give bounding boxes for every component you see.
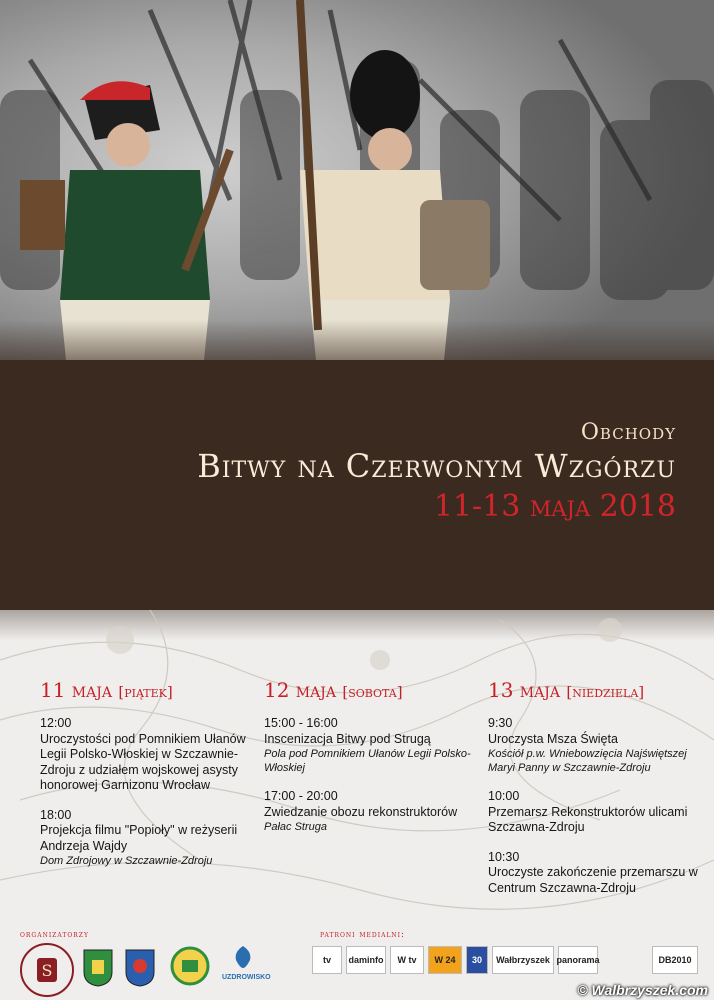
day-date: 12 maja — [264, 678, 336, 702]
municipality-logo — [170, 946, 210, 986]
event-item — [264, 789, 474, 834]
event-time: 17:00 - 20:00 — [264, 789, 338, 803]
event-item — [488, 716, 698, 775]
event-description: Inscenizacja Bitwy pod Strugą — [264, 731, 431, 746]
day-heading — [488, 678, 698, 702]
event-item — [264, 716, 474, 775]
event-description: Uroczysta Msza Święta — [488, 731, 618, 746]
day-weekday: [piątek] — [118, 683, 173, 701]
day-column-1 — [40, 678, 250, 868]
day-column-3 — [488, 678, 698, 896]
media-logo: W 24 — [428, 946, 462, 974]
event-description: Zwiedzanie obozu rekonstruktorów — [264, 804, 458, 819]
title-kicker: Obchody — [580, 420, 676, 445]
event-item — [488, 789, 698, 836]
event-time: 10:00 — [488, 789, 520, 803]
coat-of-arms-1-icon — [82, 948, 114, 988]
title-block — [197, 420, 676, 524]
event-description: Przemarsz Rekonstruktorów ulicami Szczawna-Zdroju — [488, 804, 688, 834]
event-time: 18:00 — [40, 807, 72, 822]
event-description: Uroczyste zakończenie przemarszu w Centrum Szczawna-Zdroju — [488, 865, 698, 895]
media-logo: DB2010 — [652, 946, 698, 974]
media-patrons-label: patroni medialni: — [320, 930, 406, 940]
media-logo: tv — [312, 946, 342, 974]
media-logo: Wałbrzyszek — [492, 946, 554, 974]
event-time: 15:00 - 16:00 — [264, 716, 338, 730]
media-logo: W tv — [390, 946, 424, 974]
coat-of-arms-2-icon — [124, 948, 156, 988]
day-weekday: [niedziela] — [566, 683, 645, 701]
uzdrowisko-logo — [232, 944, 254, 970]
event-item — [40, 716, 250, 794]
day-column-2 — [264, 678, 474, 834]
media-logo: panorama — [558, 946, 598, 974]
event-description: Projekcja filmu "Popioły" w reżyserii Andrzeja Wajdy — [40, 823, 238, 853]
event-item — [40, 808, 250, 869]
event-time: 9:30 — [488, 716, 513, 730]
event-time: 12:00 — [40, 716, 72, 730]
media-logo: 30 — [466, 946, 488, 974]
page-title: Bitwy na Czerwonym Wzgórzu — [197, 447, 676, 485]
event-place: Kościół p.w. Wniebowzięcia Najświętszej Maryi Panny w Szczawnie-Zdroju — [488, 748, 687, 774]
day-weekday: [sobota] — [342, 683, 403, 701]
event-dates: 11-13 maja 2018 — [433, 489, 676, 524]
event-place: Dom Zdrojowy w Szczawnie-Zdroju — [40, 855, 213, 867]
day-date: 13 maja — [488, 678, 560, 702]
event-item — [488, 850, 698, 897]
event-time: 10:30 — [488, 849, 520, 864]
event-place: Pałac Struga — [264, 821, 327, 833]
day-heading — [264, 678, 474, 702]
palac-struga-logo — [18, 942, 76, 998]
uzdrowisko-label: UZDROWISKO — [222, 974, 271, 981]
svg-text:S: S — [41, 961, 53, 980]
event-description: Uroczystości pod Pomnikiem Ułanów Legii Polsko-Włoskiej w Szczawnie-Zdroju z udziałem wojskowej asysty honorowej Garnizonu Wrocław — [40, 731, 246, 792]
watermark: © Walbrzyszek.com — [577, 982, 708, 998]
organizers-label: organizatorzy — [20, 930, 89, 940]
day-date: 11 maja — [40, 678, 112, 702]
media-logo: daminfo — [346, 946, 386, 974]
day-heading — [40, 678, 250, 702]
event-place: Pola pod Pomnikiem Ułanów Legii Polsko-Włoskiej — [264, 748, 471, 774]
footer — [0, 930, 714, 1000]
